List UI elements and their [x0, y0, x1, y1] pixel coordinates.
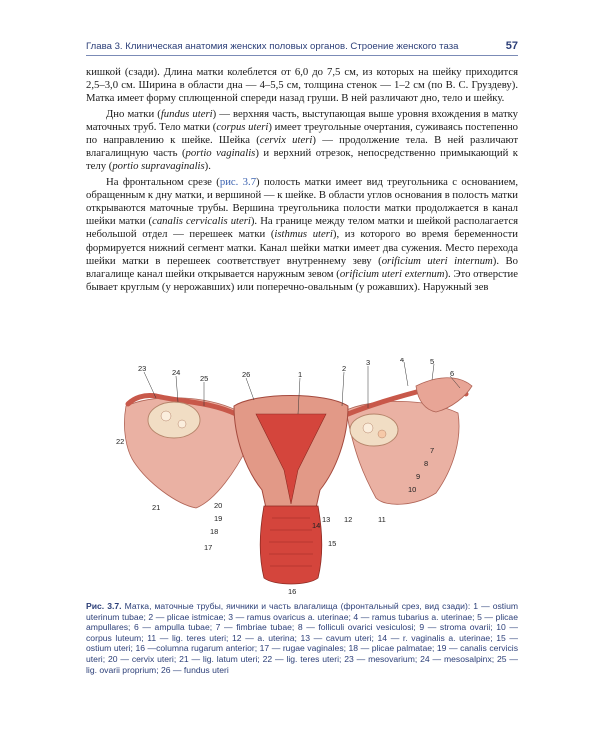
- label-4: 4: [400, 358, 405, 364]
- term-portio-vaginalis: portio vaginalis: [185, 147, 256, 160]
- paragraph-1: кишкой (сзади). Длина матки колеблется от 6,0 до 7,5 см, из которых на шейку приходится 2,5–3,0 см. Ширина в области дна — 4–5,5 см, толщина стенок — 1–2 см (по В. С. Груздеву). Матка имеет форму сплющенной спереди назад груши. В ней различают дно, тело и шейку.: [86, 66, 518, 105]
- term-canalis: canalis cervicalis uteri: [152, 215, 251, 228]
- label-24: 24: [172, 368, 181, 377]
- label-6: 6: [450, 369, 455, 378]
- label-17: 17: [204, 543, 213, 552]
- term-cervix: cervix uteri: [259, 134, 313, 147]
- label-11: 11: [378, 515, 386, 524]
- caption-title: Матка, маточные трубы, яичники и часть влагалища (фронтальный срез, вид сзади):: [121, 601, 471, 611]
- label-25: 25: [200, 374, 209, 383]
- label-19: 19: [214, 514, 223, 523]
- caption-legend: 1 — ostium uterinum tubae; 2 — plicae istmicae; 3 — ramus ovaricus a. uterinae; 4 — ramus tubarius a. uterinae; 5 — plicae ampullares; 6 — ampulla tubae; 7 — fimbriae tubae; 8 — folliculi ovarici vesiculosi; 9 — stroma ovarii; 10 — corpus luteum; 11 — lig. teres uteri; 12 — a. uterina; 13 — cavum uteri; 14 — r. vaginalis a. uterinae; 15 — ostium uteri; 16 —columna rugarum anterior; 17 — rugae vaginales; 18 — plicae palmatae; 19 — canalis cervicis uteri; 20 — cervix uteri; 21 — lig. latum uteri; 22 — lig. teres uteri; 23 — mesovarium; 24 — mesosalpinx; 25 — lig. ovarii proprium; 26 — fundus uteri: [86, 601, 519, 675]
- term-internum: orificium uteri internum: [381, 254, 493, 267]
- anatomy-figure: [86, 358, 518, 598]
- paragraph-3: На фронтальном срезе (рис. 3.7) полость матки имеет вид треугольника с основанием, обращенным к дну матки, и вершиной — к шейке. В области углов основания в полость матки открываются маточные трубы. Вершина треугольника полости матки продолжается в канал шейки матки (canalis cervicalis uteri). На границе между телом матки и шейкой располагается небольшой отдел — перешеек матки (isthmus uteri), из которого во время беременности формируется нижний сегмент матки. Канал шейки матки имеет два сужения. Место перехода шейки матки в перешеек соответствует внутреннему зеву (orificium uteri internum). Во влагалище канал шейки открывается наружным зевом (orificium uteri externum). Это отверстие бывает круглым (у нерожавших) или поперечно-овальным (у рожавших). Наружный зев: [86, 175, 519, 294]
- label-23: 23: [138, 364, 147, 373]
- body-text: [86, 66, 518, 294]
- term-isthmus: isthmus uteri: [274, 228, 333, 241]
- label-10: 10: [408, 485, 417, 494]
- label-16: 16: [288, 587, 297, 596]
- term-corpus: corpus uteri: [216, 120, 269, 133]
- figure-caption: [86, 601, 518, 675]
- label-5: 5: [430, 358, 435, 366]
- label-22: 22: [116, 437, 125, 446]
- term-portio-supravaginalis: portio supravaginalis: [112, 160, 205, 173]
- label-14: 14: [312, 521, 321, 530]
- label-9: 9: [416, 472, 421, 481]
- label-2: 2: [342, 364, 347, 373]
- label-7: 7: [430, 446, 435, 455]
- page-number: 57: [505, 40, 518, 52]
- label-13: 13: [322, 515, 331, 524]
- label-1: 1: [298, 370, 303, 379]
- paragraph-2: Дно матки (fundus uteri) — верхняя часть, выступающая выше уровня вхождения в матку маточных труб. Тело матки (corpus uteri) имеет треугольные очертания, суживаясь постепенно по направлению к шейке. Шейка (cervix uteri) — продолжение тела. В ней различают влагалищную часть (portio vaginalis) и верхний отрезок, непосредственно примыкающий к телу (portio supravaginalis).: [86, 107, 519, 173]
- caption-number: Рис. 3.7.: [86, 601, 122, 611]
- label-12: 12: [344, 515, 353, 524]
- running-header: [86, 40, 518, 56]
- label-26: 26: [242, 370, 251, 379]
- chapter-title: Глава 3. Клиническая анатомия женских половых органов. Строение женского таза: [86, 41, 459, 52]
- label-3: 3: [366, 358, 371, 367]
- label-15: 15: [328, 539, 337, 548]
- figure-reference-link[interactable]: рис. 3.7: [219, 175, 257, 188]
- label-20: 20: [214, 501, 223, 510]
- uterus-illustration: [86, 358, 518, 598]
- term-externum: orificium uteri externum: [339, 268, 445, 281]
- right-ovary: [350, 414, 398, 446]
- left-ovary: [148, 402, 200, 438]
- label-8: 8: [424, 459, 429, 468]
- label-21: 21: [152, 503, 161, 512]
- term-fundus: fundus uteri: [160, 107, 213, 120]
- label-18: 18: [210, 527, 219, 536]
